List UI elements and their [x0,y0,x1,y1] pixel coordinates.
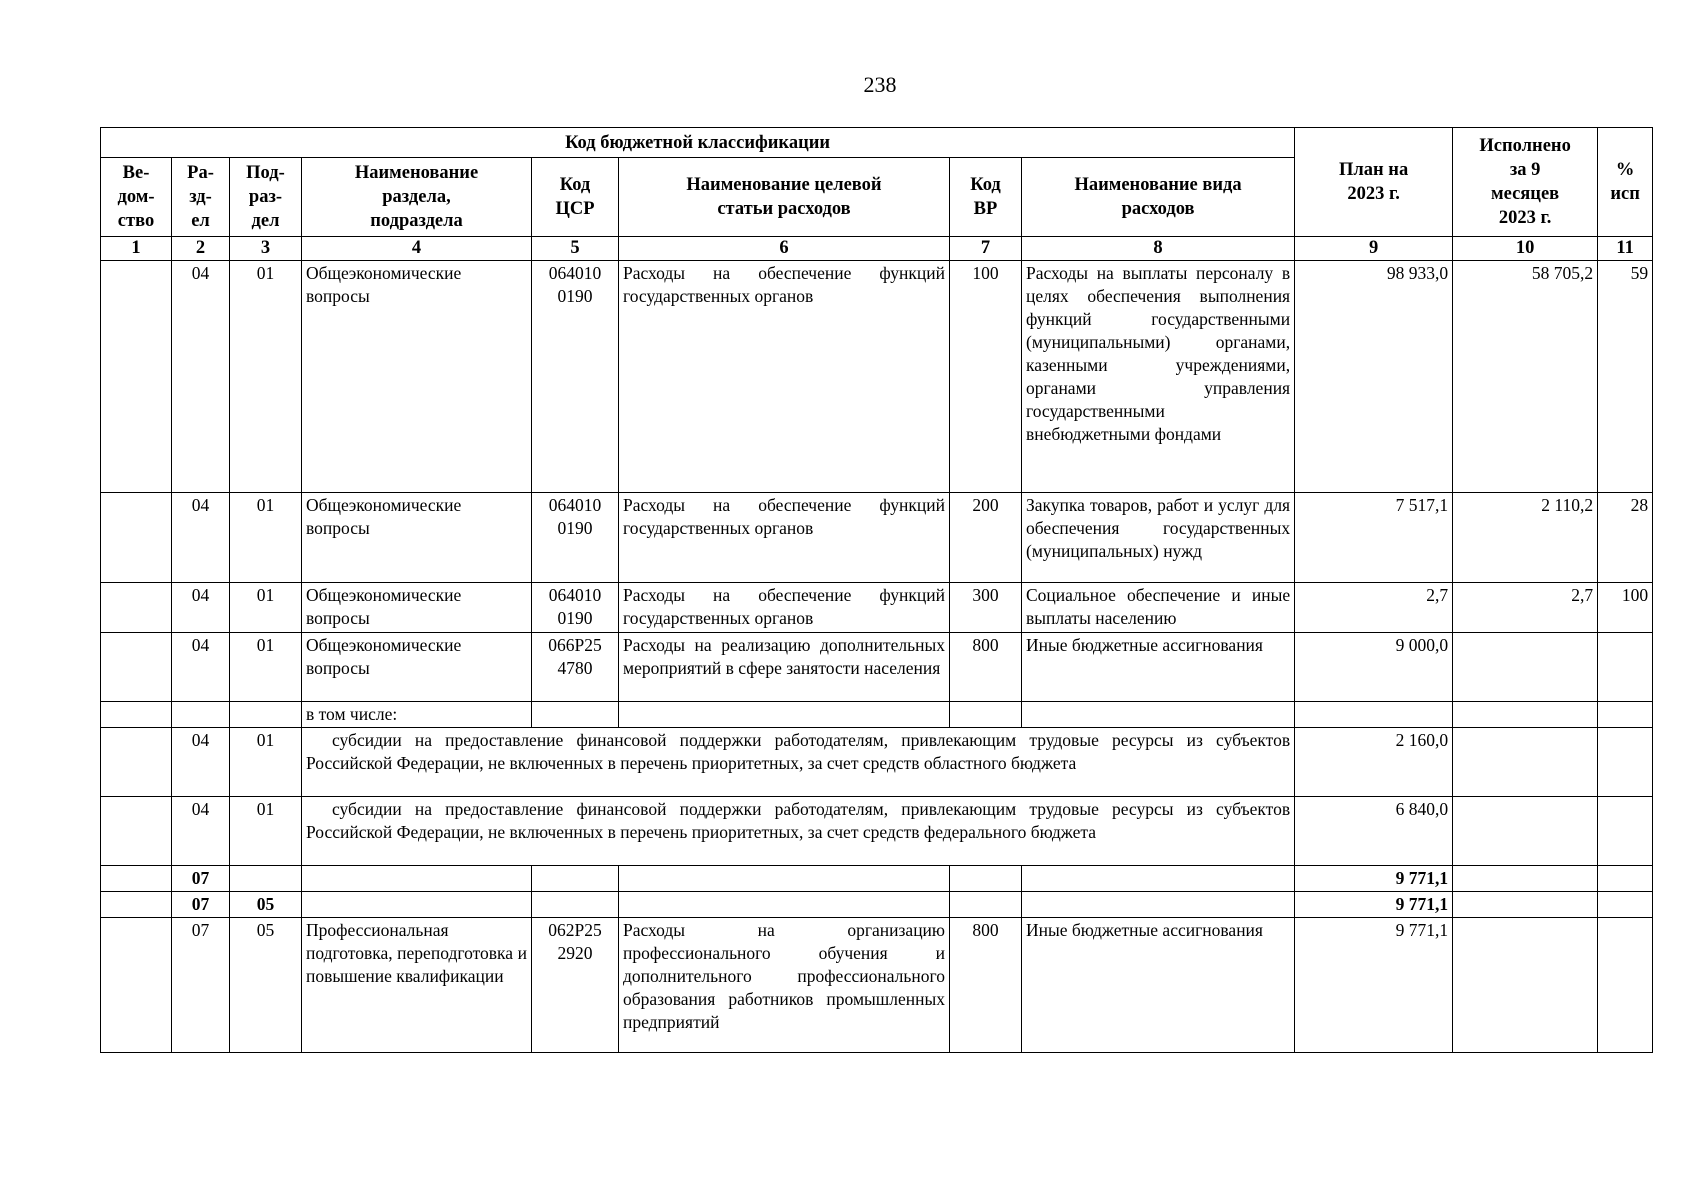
cell-csr: 066P25 4780 [532,633,619,702]
header-vr-name: Наименование вида расходов [1022,158,1295,237]
cell-razdel: 07 [172,918,230,1053]
cell-pct [1598,728,1653,797]
column-number: 4 [302,237,532,261]
cell-podrazdel [230,702,302,728]
cell-done [1453,797,1598,866]
cell-csr [532,702,619,728]
column-number: 11 [1598,237,1653,261]
cell-pct [1598,797,1653,866]
cell-vr-name: Социальное обеспечение и иные выплаты населению [1022,583,1295,633]
cell-plan: 6 840,0 [1295,797,1453,866]
cell-csr: 064010 0190 [532,261,619,493]
cell-target-name: Расходы на обеспечение функций государственных органов [619,583,950,633]
header-csr: Код ЦСР [532,158,619,237]
cell-pct [1598,633,1653,702]
cell-vr: 200 [950,493,1022,583]
header-razdel: Ра- зд- ел [172,158,230,237]
column-numbers-row [101,237,1653,261]
column-number: 1 [101,237,172,261]
cell-vr-name: Закупка товаров, работ и услуг для обеспечения государственных (муниципальных) нужд [1022,493,1295,583]
table-row-subsection-total [101,892,1653,918]
cell-pct [1598,702,1653,728]
cell-target-name [619,866,950,892]
header-done: Исполнено за 9 месяцев 2023 г. [1453,128,1598,237]
cell-razdel: 04 [172,583,230,633]
cell-ved [101,892,172,918]
cell-done [1453,918,1598,1053]
header-vedomstvo: Ве- дом- ство [101,158,172,237]
cell-vr [950,866,1022,892]
cell-vr: 300 [950,583,1022,633]
cell-ved [101,728,172,797]
cell-razdel-name: Общеэкономические вопросы [302,583,532,633]
cell-podrazdel: 01 [230,493,302,583]
column-number: 6 [619,237,950,261]
cell-plan: 7 517,1 [1295,493,1453,583]
header-budget-classification: Код бюджетной классификации [101,128,1295,158]
cell-target-name: Расходы на обеспечение функций государственных органов [619,493,950,583]
cell-plan: 2 160,0 [1295,728,1453,797]
header-razdel-name: Наименование раздела, подраздела [302,158,532,237]
cell-ved [101,918,172,1053]
cell-csr: 064010 0190 [532,493,619,583]
cell-razdel-name: Общеэкономические вопросы [302,493,532,583]
header-vr: Код ВР [950,158,1022,237]
cell-razdel-name [302,892,532,918]
cell-csr [532,892,619,918]
cell-razdel: 04 [172,493,230,583]
cell-target-name [619,702,950,728]
cell-ved [101,493,172,583]
cell-pct [1598,866,1653,892]
cell-vr: 800 [950,633,1022,702]
cell-vr-name: Расходы на выплаты персоналу в целях обеспечения выполнения функций государственными (муниципальными) органами, казенными учреждениями, органами управления государственными внебюджетными фондами [1022,261,1295,493]
cell-razdel: 04 [172,728,230,797]
cell-done [1453,633,1598,702]
cell-done: 2,7 [1453,583,1598,633]
cell-vr-name [1022,892,1295,918]
header-group-row [101,128,1653,158]
cell-subsidy-text: субсидии на предоставление финансовой поддержки работодателям, привлекающим трудовые ресурсы из субъектов Российской Федерации, не включенных в перечень приоритетных, за счет средств федерального бюджета [302,797,1295,866]
cell-podrazdel: 05 [230,892,302,918]
cell-plan: 98 933,0 [1295,261,1453,493]
cell-subsidy-text: субсидии на предоставление финансовой поддержки работодателям, привлекающим трудовые ресурсы из субъектов Российской Федерации, не включенных в перечень приоритетных, за счет средств областного бюджета [302,728,1295,797]
cell-razdel-name [302,866,532,892]
cell-vr-name [1022,702,1295,728]
cell-razdel: 07 [172,866,230,892]
cell-vr-name: Иные бюджетные ассигнования [1022,633,1295,702]
header-pct: % исп [1598,128,1653,237]
column-number: 9 [1295,237,1453,261]
cell-razdel: 04 [172,261,230,493]
cell-csr [532,866,619,892]
table-row [101,261,1653,493]
cell-ved [101,702,172,728]
column-number: 8 [1022,237,1295,261]
cell-done [1453,702,1598,728]
cell-podrazdel: 01 [230,261,302,493]
cell-csr: 062P25 2920 [532,918,619,1053]
cell-plan: 9 000,0 [1295,633,1453,702]
cell-done: 58 705,2 [1453,261,1598,493]
header-plan: План на 2023 г. [1295,128,1453,237]
header-target-name: Наименование целевой статьи расходов [619,158,950,237]
cell-including-label: в том числе: [302,702,532,728]
cell-target-name: Расходы на обеспечение функций государственных органов [619,261,950,493]
cell-plan [1295,702,1453,728]
cell-ved [101,583,172,633]
page-number: 238 [863,72,897,97]
cell-vr [950,702,1022,728]
cell-pct: 100 [1598,583,1653,633]
column-number: 5 [532,237,619,261]
cell-razdel: 04 [172,633,230,702]
cell-vr: 100 [950,261,1022,493]
cell-ved [101,633,172,702]
cell-ved [101,866,172,892]
cell-vr [950,892,1022,918]
table-row [101,493,1653,583]
cell-csr: 064010 0190 [532,583,619,633]
header-podrazdel: Под- раз- дел [230,158,302,237]
table-row-subsidy [101,797,1653,866]
cell-target-name: Расходы на реализацию дополнительных мероприятий в сфере занятости населения [619,633,950,702]
cell-pct: 59 [1598,261,1653,493]
column-number: 2 [172,237,230,261]
table-row [101,633,1653,702]
table-row [101,583,1653,633]
cell-done: 2 110,2 [1453,493,1598,583]
cell-podrazdel: 01 [230,633,302,702]
column-number: 7 [950,237,1022,261]
cell-podrazdel [230,866,302,892]
cell-target-name: Расходы на организацию профессионального обучения и дополнительного профессионального образования работников промышленных предприятий [619,918,950,1053]
table-row [101,918,1653,1053]
cell-razdel: 04 [172,797,230,866]
cell-pct [1598,918,1653,1053]
column-number: 10 [1453,237,1598,261]
cell-plan: 2,7 [1295,583,1453,633]
cell-podrazdel: 01 [230,583,302,633]
cell-ved [101,797,172,866]
cell-razdel-name: Профессиональная подготовка, переподготовка и повышение квалификации [302,918,532,1053]
cell-target-name [619,892,950,918]
cell-razdel [172,702,230,728]
cell-razdel-name: Общеэкономические вопросы [302,633,532,702]
cell-plan: 9 771,1 [1295,892,1453,918]
cell-pct [1598,892,1653,918]
budget-table [100,127,1653,1053]
cell-done [1453,892,1598,918]
cell-done [1453,866,1598,892]
cell-razdel-name: Общеэкономические вопросы [302,261,532,493]
cell-razdel: 07 [172,892,230,918]
cell-vr: 800 [950,918,1022,1053]
cell-vr-name [1022,866,1295,892]
cell-vr-name: Иные бюджетные ассигнования [1022,918,1295,1053]
column-number: 3 [230,237,302,261]
table-row-subsidy [101,728,1653,797]
cell-podrazdel: 05 [230,918,302,1053]
cell-done [1453,728,1598,797]
cell-plan: 9 771,1 [1295,866,1453,892]
cell-podrazdel: 01 [230,797,302,866]
table-row-section-total [101,866,1653,892]
cell-plan: 9 771,1 [1295,918,1453,1053]
cell-podrazdel: 01 [230,728,302,797]
table-row-including [101,702,1653,728]
cell-pct: 28 [1598,493,1653,583]
cell-ved [101,261,172,493]
